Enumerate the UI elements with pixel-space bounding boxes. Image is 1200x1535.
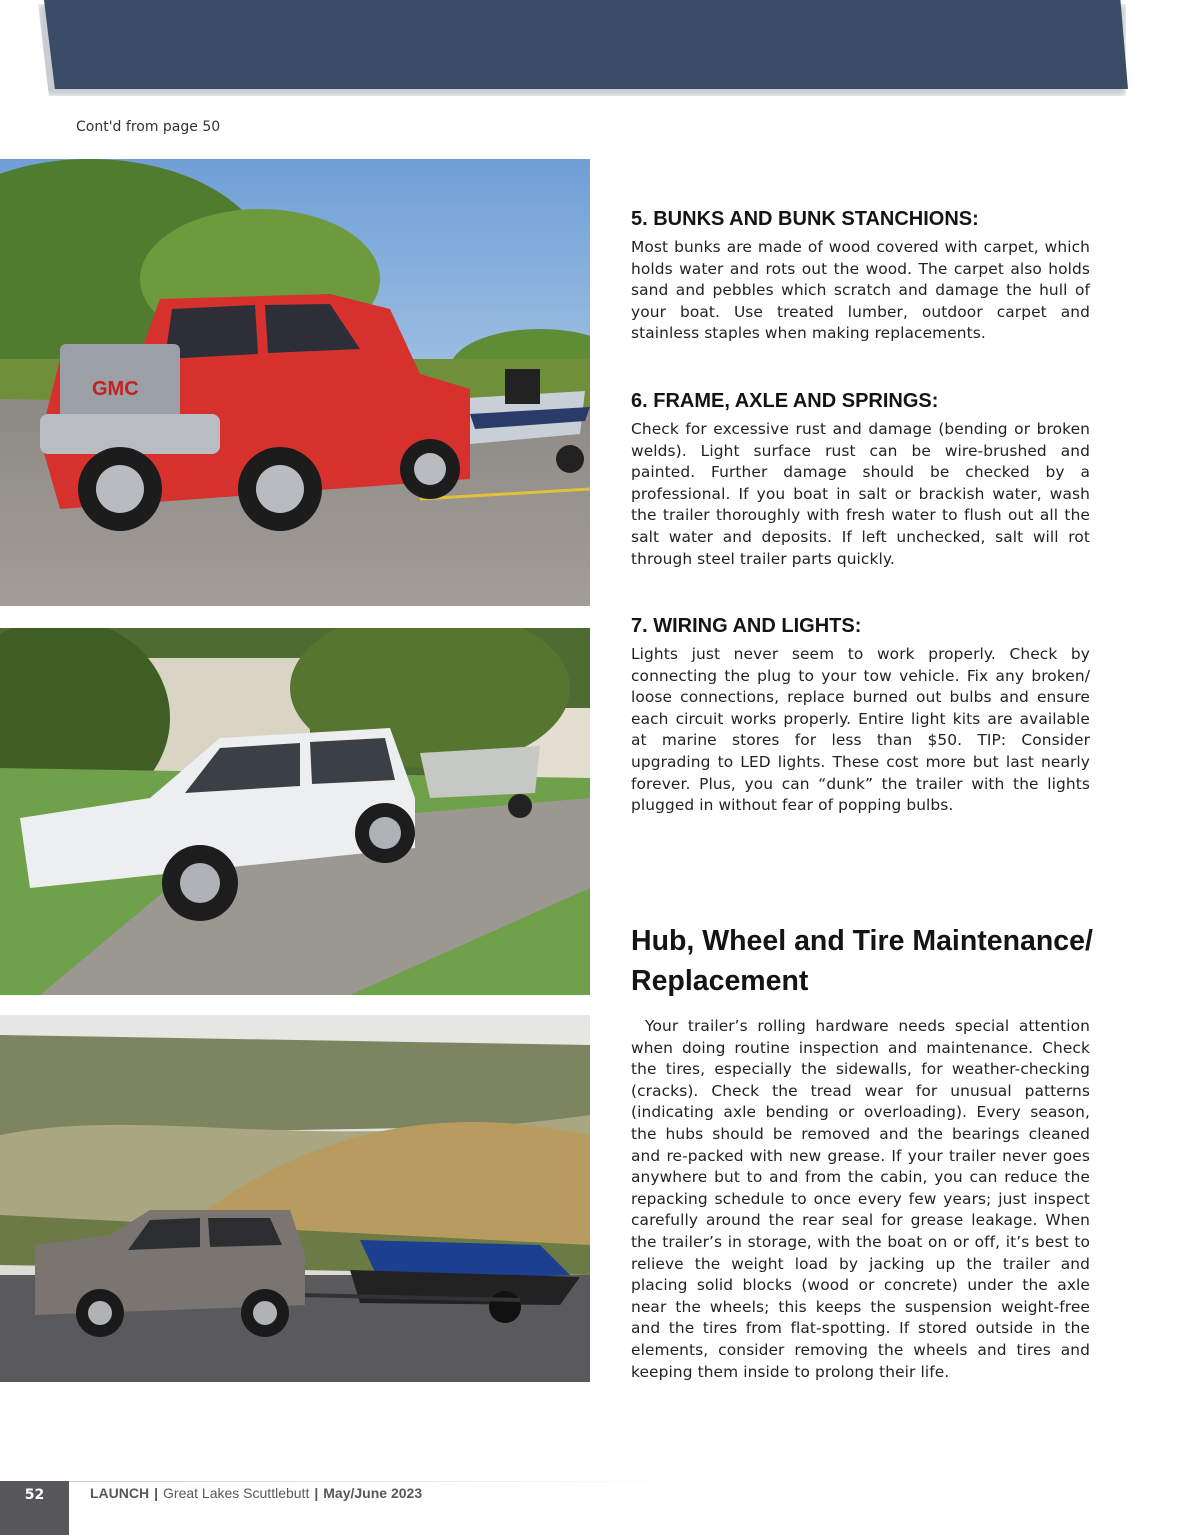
section-heading: 6. FRAME, AXLE AND SPRINGS: [631, 390, 939, 412]
section-text: Lights just never seem to work properly. Check by connecting the plug to your tow vehicle. Fix any broken/ loose connections, replace burned out bulbs and ensure each circuit works properly. Entire light kits are available at marine stores for less than $50. TIP: Consider upgrading to LED lights. These cost more but last nearly forever. Plus, you can “dunk” the trailer with the lights plugged in without fear of popping bulbs. [631, 645, 1090, 815]
footer-separator: | [154, 1485, 159, 1501]
footer-launch: LAUNCH [90, 1485, 150, 1501]
footer-publication: Great Lakes Scuttlebutt [163, 1485, 310, 1501]
section-bunks [631, 208, 1090, 345]
hub-heading: Hub, Wheel and Tire Maintenance/ Replacement [631, 925, 1093, 997]
page-number: 52 [0, 1481, 69, 1535]
footer-publication-line [90, 1485, 422, 1501]
continued-note: Cont'd from page 50 [76, 119, 221, 135]
photo-suv-towing-watercraft [0, 1015, 590, 1382]
section-heading: 5. BUNKS AND BUNK STANCHIONS: [631, 208, 979, 230]
section-text: Most bunks are made of wood covered with carpet, which holds water and rots out the wood. The carpet also holds sand and pebbles which scratch and damage the hull of your boat. Use treated lumber, outdoor carpet and stainless staples when making replacements. [631, 238, 1090, 343]
photo-red-pickup-towing-boat [0, 159, 590, 606]
gmc-badge: GMC [92, 378, 139, 400]
section-frame-axle [631, 390, 1090, 570]
section-wiring [631, 615, 1090, 817]
footer-rule [69, 1481, 689, 1482]
section-text: Your trailer’s rolling hardware needs special attention when doing routine inspection and maintenance. Check the tires, especially the sidewalls, for weather-checking (cracks). Check the tread wear for unusual patterns (indicating axle bending or overloading). Every season, the hubs should be removed and the bearings cleaned and re-packed with new grease. If your trailer never goes anywhere but to and from the cabin, you can reduce the repacking schedule to once every few years; just inspect carefully around the rear seal for grease leakage. When the trailer’s in storage, with the boat on or off, it’s best to relieve the weight load by jacking up the trailer and placing solid blocks (wood or concrete) under the axle near the wheels; this keeps the suspension weight-free and the tires from flat-spotting. If stored outside in the elements, consider removing the wheels and tires and keeping them inside to prolong their life. [631, 1017, 1090, 1381]
section-hub-maintenance [631, 1010, 1090, 1383]
section-text: Check for excessive rust and damage (bending or broken welds). Light surface rust can be wire-brushed and painted. Further damage should be checked by a professional. If you boat in salt or brackish water, wash the trailer thoroughly with fresh water to flush out all the salt water and deposits. If left unchecked, salt will rot through steel trailer parts quickly. [631, 420, 1090, 568]
footer-separator: | [314, 1485, 319, 1501]
section-heading: 7. WIRING AND LIGHTS: [631, 615, 862, 637]
photo-white-suv-towing-boat [0, 628, 590, 995]
header-banner [44, 0, 1128, 89]
footer-issue: May/June 2023 [323, 1485, 423, 1501]
